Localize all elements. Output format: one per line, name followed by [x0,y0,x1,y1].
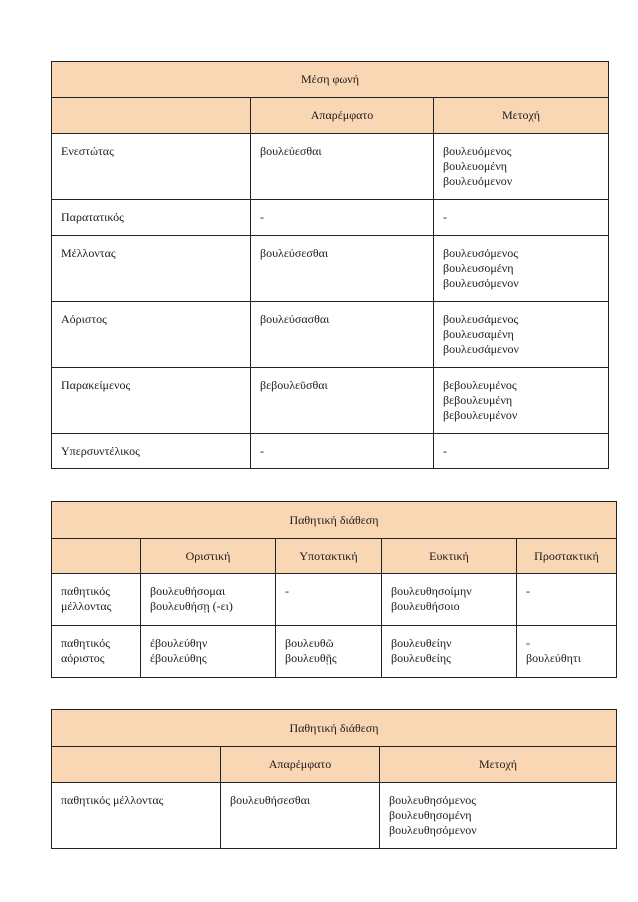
participle-form: βουλευομένη [443,159,508,173]
participle-form: βουλευόμενον [443,174,513,188]
participle-cell [380,783,617,849]
participle-cell: - [434,434,609,469]
header-cell: Απαρέμφατο [251,98,434,134]
table-row [52,434,609,469]
tense-cell [52,574,141,626]
participle-form: βουλευσάμενος [443,312,519,326]
table-title-row [52,710,617,747]
participle-form: βεβουλευμένον [443,408,518,422]
infinitive-cell: - [251,434,434,469]
verb-form: ἐβουλεύθης [150,651,207,665]
header-cell: Προστακτική [517,539,617,574]
verb-form: βουλευθῇς [285,651,337,665]
middle-voice-table [51,61,609,469]
table-row [52,302,609,368]
participle-form: βεβουλευμένη [443,393,513,407]
participle-cell [434,236,609,302]
passive-infinitive-participle-table [51,709,617,849]
header-cell: Οριστική [141,539,276,574]
header-cell: Μετοχή [434,98,609,134]
table-row [52,574,617,626]
table-header-row [52,98,609,134]
optative-cell [382,626,517,678]
verb-form: - [285,584,289,598]
infinitive-cell: - [251,200,434,236]
infinitive-cell: βουλεύεσθαι [251,134,434,200]
table-title-row [52,502,617,539]
verb-form: βουλευθῶ [285,636,334,650]
subjunctive-cell [276,626,382,678]
verb-form: βουλευθείης [391,651,451,665]
table-header-row [52,747,617,783]
indicative-cell [141,574,276,626]
participle-form: βουλευσόμενον [443,276,519,290]
verb-form: βουλευθησοίμην [391,584,472,598]
participle-cell [434,134,609,200]
table-row [52,626,617,678]
table-row [52,783,617,849]
tense-word: παθητικός [61,636,110,650]
passive-moods-table [51,501,617,678]
header-cell [52,98,251,134]
tense-cell [52,626,141,678]
participle-cell [434,302,609,368]
infinitive-cell: βεβουλεῦσθαι [251,368,434,434]
participle-form: βουλευσόμενος [443,246,518,260]
tense-cell: Ενεστώτας [52,134,251,200]
tense-word: παθητικός [61,584,110,598]
tense-word: αόριστος [61,651,105,665]
verb-form: βουλευθήσῃ (-ει) [150,599,233,613]
table-row [52,236,609,302]
verb-form: βουλευθείην [391,636,452,650]
infinitive-cell: βουλεύσασθαι [251,302,434,368]
table-title: Μέση φωνή [52,62,609,98]
participle-form: βουλευθησόμενον [389,823,477,837]
participle-cell: - [434,200,609,236]
participle-form: βουλευθησόμενος [389,793,476,807]
header-cell: Μετοχή [380,747,617,783]
header-cell: Ευκτική [382,539,517,574]
tense-cell: Αόριστος [52,302,251,368]
imperative-cell [517,626,617,678]
verb-form: ἐβουλεύθην [150,636,208,650]
tense-cell: Μέλλοντας [52,236,251,302]
table-row [52,200,609,236]
participle-form: βουλευσάμενον [443,342,519,356]
header-cell [52,539,141,574]
header-cell: Υποτακτική [276,539,382,574]
table-row [52,134,609,200]
participle-form: βουλευόμενος [443,144,512,158]
table-title: Παθητική διάθεση [52,502,617,539]
indicative-cell [141,626,276,678]
verb-form: βουλευθήσομαι [150,584,226,598]
infinitive-cell: βουλεύσεσθαι [251,236,434,302]
verb-form: βουλεύθητι [526,651,581,665]
participle-cell [434,368,609,434]
table-title-row [52,62,609,98]
verb-form: - [526,636,530,650]
table-header-row [52,539,617,574]
header-cell: Απαρέμφατο [221,747,380,783]
participle-form: βεβουλευμένος [443,378,517,392]
infinitive-cell: βουλευθήσεσθαι [221,783,380,849]
verb-form: βουλευθήσοιο [391,599,460,613]
tense-cell: παθητικός μέλλοντας [52,783,221,849]
tense-cell: Παρατατικός [52,200,251,236]
participle-form: βουλευσομένη [443,261,514,275]
imperative-cell [517,574,617,626]
table-title: Παθητική διάθεση [52,710,617,747]
participle-form: βουλευσαμένη [443,327,514,341]
tense-cell: Παρακείμενος [52,368,251,434]
subjunctive-cell [276,574,382,626]
optative-cell [382,574,517,626]
tense-word: μέλλοντας [61,599,112,613]
verb-form: - [526,584,530,598]
table-row [52,368,609,434]
header-cell [52,747,221,783]
tense-cell: Υπερσυντέλικος [52,434,251,469]
participle-form: βουλευθησομένη [389,808,472,822]
